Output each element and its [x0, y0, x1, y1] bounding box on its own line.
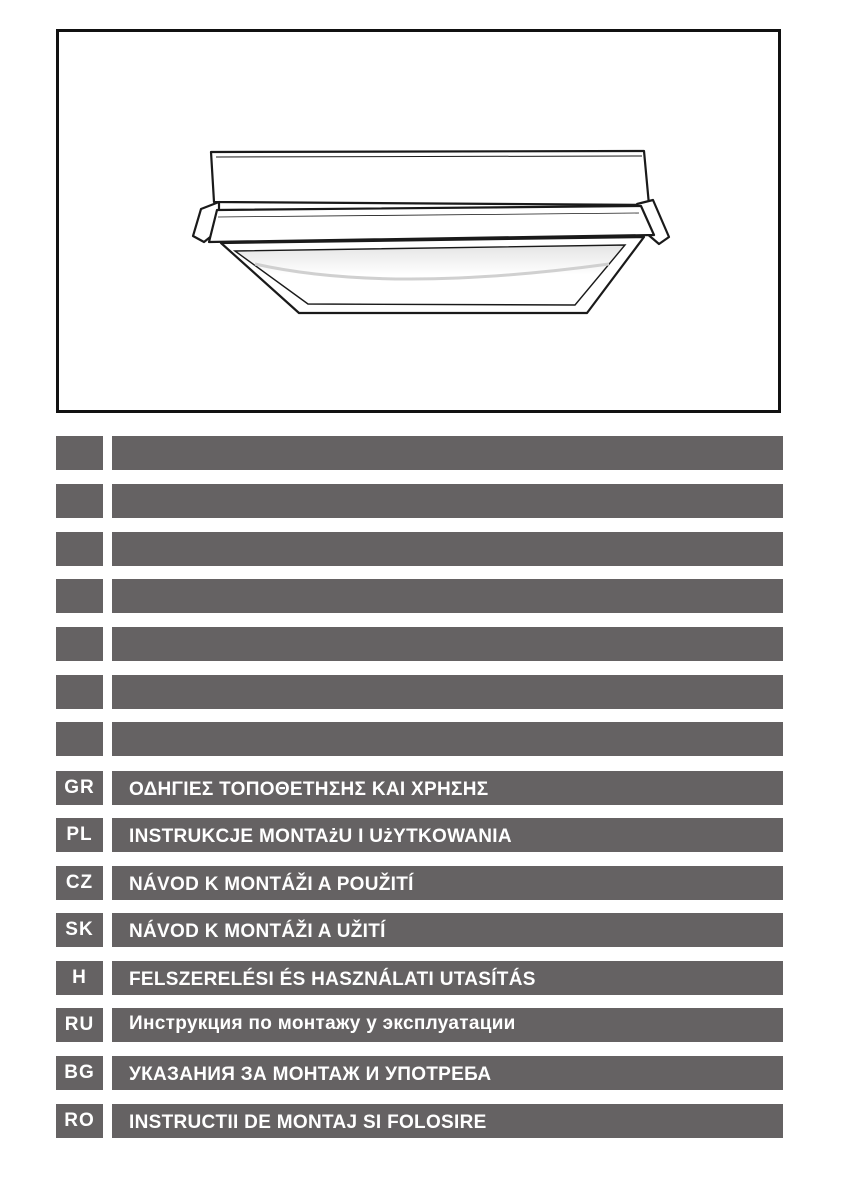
language-title-bar — [112, 532, 783, 566]
language-row-gr — [56, 771, 783, 807]
language-code-badge: H — [56, 961, 103, 995]
language-row — [56, 722, 783, 758]
language-code-badge — [56, 579, 103, 613]
hood-visor-panel — [209, 206, 654, 242]
language-title: Инструкция по монтажу у эксплуатации — [129, 1013, 516, 1034]
language-code-badge: SK — [56, 913, 103, 947]
language-title-bar — [112, 579, 783, 613]
language-code-badge: GR — [56, 771, 103, 805]
language-row-cz — [56, 866, 783, 902]
language-row — [56, 579, 783, 615]
language-row — [56, 484, 783, 520]
language-title-bar — [112, 866, 783, 900]
language-code-badge — [56, 627, 103, 661]
language-title: ΟΔΗΓΙΕΣ ΤΟΠΟΘΕΤΗΣΗΣ ΚΑΙ ΧΡΗΣΗΣ — [129, 779, 489, 800]
language-title-bar — [112, 1008, 783, 1042]
language-row — [56, 627, 783, 663]
language-row — [56, 675, 783, 711]
language-row-ru — [56, 1008, 783, 1044]
language-title: NÁVOD K MONTÁŽI A UŽITÍ — [129, 921, 386, 942]
language-title-bar — [112, 1104, 783, 1138]
language-title-bar — [112, 436, 783, 470]
language-title-bar — [112, 722, 783, 756]
language-title: INSTRUCTII DE MONTAJ SI FOLOSIRE — [129, 1112, 487, 1133]
language-code-badge — [56, 532, 103, 566]
language-title — [112, 540, 129, 561]
language-title-bar — [112, 771, 783, 805]
range-hood-illustration — [59, 32, 778, 410]
language-code-badge — [56, 436, 103, 470]
language-code-badge: PL — [56, 818, 103, 852]
language-code-badge: RO — [56, 1104, 103, 1138]
language-title-bar — [112, 484, 783, 518]
language-row-bg — [56, 1056, 783, 1092]
language-row — [56, 532, 783, 568]
language-title — [112, 635, 129, 656]
language-code-badge: RU — [56, 1008, 103, 1042]
language-code-badge: BG — [56, 1056, 103, 1090]
language-row-ro — [56, 1104, 783, 1140]
language-row-h — [56, 961, 783, 997]
language-code-badge — [56, 675, 103, 709]
language-title-bar — [112, 818, 783, 852]
language-row-pl — [56, 818, 783, 854]
hood-cabinet-body — [211, 151, 649, 205]
language-title — [112, 444, 129, 465]
language-title-bar — [112, 913, 783, 947]
language-title: INSTRUKCJE MONTAżU I UżYTKOWANIA — [129, 826, 512, 847]
language-title: NÁVOD K MONTÁŽI A POUŽITÍ — [129, 874, 414, 895]
language-row — [56, 436, 783, 472]
language-row-sk — [56, 913, 783, 949]
language-title-bar — [112, 1056, 783, 1090]
language-title — [112, 587, 129, 608]
language-code-badge: CZ — [56, 866, 103, 900]
language-title-bar — [112, 675, 783, 709]
language-title — [112, 492, 129, 513]
language-code-badge — [56, 722, 103, 756]
language-title — [112, 730, 129, 751]
language-title: FELSZERELÉSI ÉS HASZNÁLATI UTASÍTÁS — [129, 969, 536, 990]
language-title: УКАЗАНИЯ ЗА МОНТАЖ И УПОТРЕБА — [129, 1064, 492, 1085]
language-title — [112, 683, 129, 704]
product-illustration-frame — [56, 29, 781, 413]
language-title-bar — [112, 627, 783, 661]
language-title-bar — [112, 961, 783, 995]
language-code-badge — [56, 484, 103, 518]
